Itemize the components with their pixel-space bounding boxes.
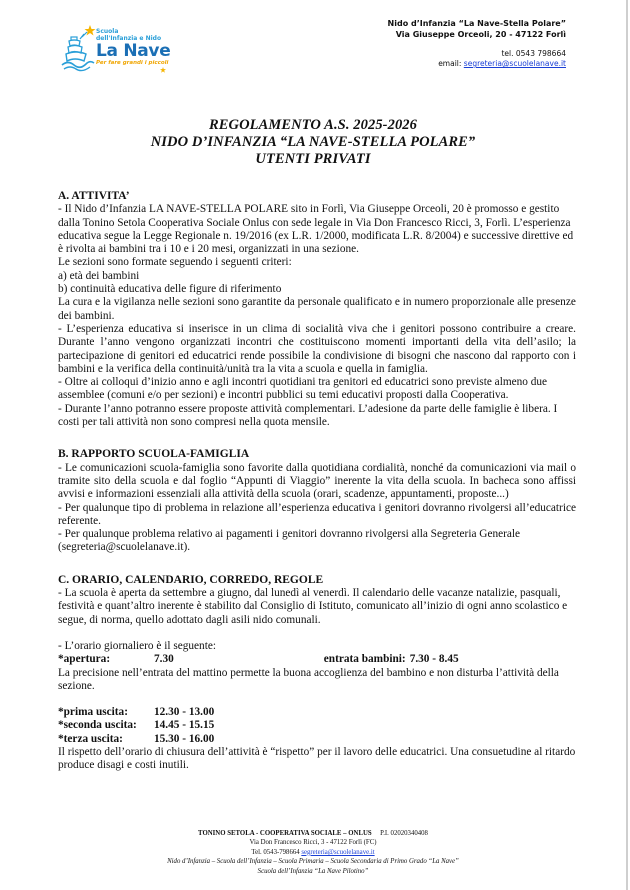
footer-tel: Tel. 0543-798664 [251, 848, 300, 856]
exit-label: *terza uscita: [58, 732, 123, 745]
email-label: email: [438, 59, 462, 68]
section-a-p1: - Il Nido d’Infanzia LA NAVE-STELLA POLARE sito in Forlì, Via Giuseppe Orceoli, 20 è promosso e gestito dalla Tonino Setola Cooperativa Sociale Onlus con sede legale in Via Don Francesco Ricci, 3, Forlì. L’esperienza educativa segue la Legge Regionale n. 19/2016 (ex L.R. 1/2000, modificata L.R. 8/2004) e successive direttive ed è rivolta ai bambini tra i 10 e i 20 mesi, organizzati in una sezione. [58, 203, 574, 256]
section-b-p2: - Per qualunque tipo di problema in relazione all’esperienza educativa i genitori dovranno rivolgersi all’educatrice referente. [58, 501, 576, 527]
institution-name: Nido d’Infanzia “La Nave-Stella Polare” [387, 19, 566, 28]
exit-row [58, 719, 576, 732]
section-a-p4: - Oltre ai colloqui d’inizio anno e agli incontri quotidiani tra genitori ed educatrici sono previste almeno due assemblee (comuni e/o per sezioni) e incontri pubblici su temi educativi proposti dalla Cooperativa. [58, 376, 548, 402]
entry-value: 7.30 - 8.45 [409, 653, 459, 666]
section-a-p5: - Durante l’anno potranno essere proposte attività complementari. L’adesione da parte delle famiglie è libera. I costi per tali attività non sono compresi nella quota mensile. [58, 402, 558, 429]
entry-label: entrata bambini: [323, 653, 406, 666]
section-b-heading: B. RAPPORTO SCUOLA-FAMIGLIA [58, 448, 250, 461]
header-contact [388, 18, 566, 69]
institution-address: Via Giuseppe Orceoli, 20 - 47122 Forlì [395, 30, 566, 39]
logo-name: La Nave [96, 41, 171, 61]
footer-address: Via Don Francesco Ricci, 3 - 47122 Forlì (FC) [249, 839, 377, 847]
section-b-p1: - Le comunicazioni scuola-famiglia sono favorite dalla quotidiana cordialità, nonché da comunicazioni via mail o tramite sito della scuola e dal foglio “Appunti di Viaggio” inerente la vita della scuola. In bacheca sono affissi avvisi e informazioni essenziali alla attività della scuola (orari, scadenze, appuntamenti, proposte...) [58, 461, 576, 501]
email-link[interactable]: segreteria@scuolelanave.it [463, 59, 566, 68]
logo-tagline: Per fare grandi i piccoli [96, 60, 169, 66]
exit-label: *prima uscita: [58, 706, 128, 719]
logo-line1: Scuola [96, 28, 119, 35]
ship-icon [60, 23, 100, 75]
footer-schools-2: Scuola dell’Infanzia “La Nave Pilotino” [257, 867, 369, 875]
document-footer [0, 829, 626, 876]
exit-value: 12.30 - 13.00 [154, 706, 215, 719]
title-line3: UTENTI PRIVATI [255, 151, 371, 167]
criteria-item: b) continuità educativa delle figure di riferimento [58, 283, 282, 296]
star-icon [160, 67, 166, 73]
section-b-p3: - Per qualunque problema relativo ai pagamenti i genitori dovranno rivolgersi alla Segreteria Generale (segreteria@scuolelanave.it). [58, 528, 521, 554]
footer-email-link[interactable]: segreteria@scuolelanave.it [301, 848, 375, 856]
criteria-item: a) età dei bambini [58, 269, 140, 282]
exit-label: *seconda uscita: [58, 719, 137, 732]
logo-line2: dell'Infanzia e Nido [96, 35, 162, 42]
exit-value: 15.30 - 16.00 [154, 732, 215, 745]
footer-org: TONINO SETOLA - COOPERATIVA SOCIALE – ONLUS [198, 830, 372, 837]
section-a-p3: - L’esperienza educativa si inserisce in un clima di socialità viva che i genitori possono contribuire a creare. Durante l’anno vengono organizzati incontri che costituiscono momenti importanti della vita dell’asilo; la partecipazione di genitori ed educatrici rende possibile la condivisione di bisogni che nascono dal rapporto con i bambini e la verifica della continuità/unità tra la vita a scuola e quella in famiglia. [58, 322, 576, 375]
phone: tel. 0543 798664 [501, 49, 566, 58]
title-line1: REGOLAMENTO A.S. 2025-2026 [208, 117, 418, 133]
footer-schools-1: Nido d’Infanzia – Scuola dell’Infanzia – Scuola Primaria – Scuola Secondaria di Primo Grado “La Nave” [167, 858, 459, 866]
exit-row [58, 706, 576, 719]
section-c-heading: C. ORARIO, CALENDARIO, CORREDO, REGOLE [58, 573, 324, 586]
section-c-p2: La precisione nell’entrata del mattino permette la buona accoglienza del bambino e non disturba l’attività della sezione. [58, 666, 559, 692]
exit-row [58, 733, 576, 746]
section-a-heading: A. ATTIVITA’ [58, 190, 130, 202]
opening-value: 7.30 [154, 653, 174, 666]
schedule-intro: - L’orario giornaliero è il seguente: [58, 639, 216, 652]
exit-value: 14.45 - 15.15 [154, 719, 215, 732]
section-a-criteria-intro: Le sezioni sono formate seguendo i seguenti criteri: [58, 256, 292, 269]
title-line2: NIDO D’INFANZIA “LA NAVE-STELLA POLARE” [150, 134, 476, 150]
section-c-p3: Il rispetto dell’orario di chiusura dell’attività è “rispetto” per il lavoro delle educatrici. Una consuetudine al ritardo produce disagi e costi inutili. [58, 745, 576, 772]
opening-row [58, 653, 576, 666]
section-a-p2: La cura e la vigilanza nelle sezioni sono garantite da personale qualificato e in numero proporzionale alle presenze dei bambini. [58, 296, 576, 322]
logo-text [96, 28, 170, 67]
document-body [58, 190, 576, 773]
section-c-p1: - La scuola è aperta da settembre a giugno, dal lunedì al venerdì. Il calendario delle vacanze natalizie, pasquali, festività e quant’altro inerente è stabilito dal Consiglio di Istituto, comunicato all’inizio di ogni anno scolastico e segue, di norma, quello adottato dagli asili nido comunali. [58, 587, 568, 626]
footer-vat: P.I. 02020340408 [380, 830, 428, 837]
document-title [0, 117, 626, 168]
opening-label: *apertura: [58, 653, 111, 666]
